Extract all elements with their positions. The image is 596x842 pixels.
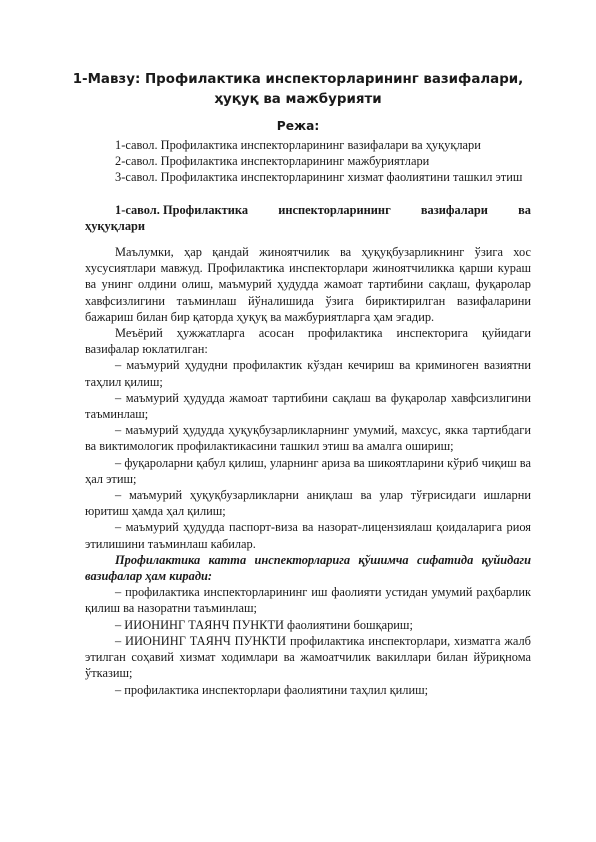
paragraph: Маълумки, ҳар қандай жиноятчилик ва ҳуқуқбузарликнинг ўзига хос хусусиятлари мавжуд. Профилактика инспекторлари жиноятчиликка қарши кураш ва унинг олдини олиш, маъмурий ҳудудда жамоат тартибини сақлаш, фуқаролар хавфсизлигини таъминлаш йўналишида ўзига бириктирилган вазифаларини бажариш билан бир қаторда ҳуқуқ ва мажбуриятларга ҳам эгадир. [85,245,531,324]
list-item: – ИИОНИНГ ТАЯНЧ ПУНКТИ профилактика инспекторлари, хизматга жалб этилган соҳавий хизмат ходимлари ва жамоатчилик вакиллари билан йўриқнома ўтказиш; [85,633,531,681]
document-body [85,137,531,698]
list-item: – ИИОНИНГ ТАЯНЧ ПУНКТИ фаолиятини бошқариш; [115,617,413,632]
list-item: – маъмурий ҳудудда паспорт-виза ва назорат-лицензиялаш қоидаларига риоя этилишини таъминлаш кабилар. [85,520,531,551]
paragraph: Меъёрий ҳужжатларга асосан профилактика инспекторига қуйидаги вазифалар юклатилган: [85,326,531,357]
list-item: – маъмурий ҳудудда жамоат тартибини сақлаш ва фуқаролар хавфсизлигини таъминлаш; [85,390,531,422]
section-1-word: ва [518,202,531,217]
list-item: – маъмурий ҳуқуқбузарликларни аниқлаш ва улар тўғрисидаги ишларни юритиш ҳамда ҳал қилиш; [85,488,531,519]
list-item: – маъмурий ҳудудда ҳуқуқбузарликларнинг умумий, махсус, якка тартибдаги ва виктимологик профилактикасини ташкил этиш ва амалга ошириш; [85,423,531,454]
section-1-word: инспекторларининг [278,202,391,217]
section-1-heading-tail: ҳуқуқлари [85,218,146,233]
document-title [70,70,526,110]
list-item: – фуқароларни қабул қилиш, уларнинг ариза ва шикоятларини кўриб чиқиш ва ҳал этиш; [85,455,531,486]
plan-item-3: 3-савол. Профилактика инспекторларининг хизмат фаолиятини ташкил этиш [115,170,523,185]
section-1-heading [85,202,531,218]
title-line-2: ҳуқуқ ва мажбурияти [214,92,382,107]
extra-duties-heading: Профилактика катта инспекторларига қўшимча сифатида қуйидаги вазифалар ҳам киради: [85,552,531,584]
section-1-word: вазифалари [420,202,488,217]
section-1-word: 1-савол. Профилактика [115,202,249,217]
list-item: – профилактика инспекторлари фаолиятини таҳлил қилиш; [115,682,429,697]
list-item: – профилактика инспекторларининг иш фаолияти устидан умумий раҳбарлик қилиш ва назоратни таъминлаш; [85,585,531,616]
plan-item-2: 2-савол. Профилактика инспекторларининг мажбуриятлари [115,154,430,169]
list-item: – маъмурий ҳудудни профилактик кўздан кечириш ва криминоген вазиятни таҳлил қилиш; [85,358,531,389]
plan-heading: Режа: [276,119,320,133]
title-line-1: 1-Мавзу: Профилактика инспекторларининг вазифалари, [72,72,524,87]
plan-item-1: 1-савол. Профилактика инспекторларининг вазифалари ва ҳуқуқлари [115,138,481,152]
